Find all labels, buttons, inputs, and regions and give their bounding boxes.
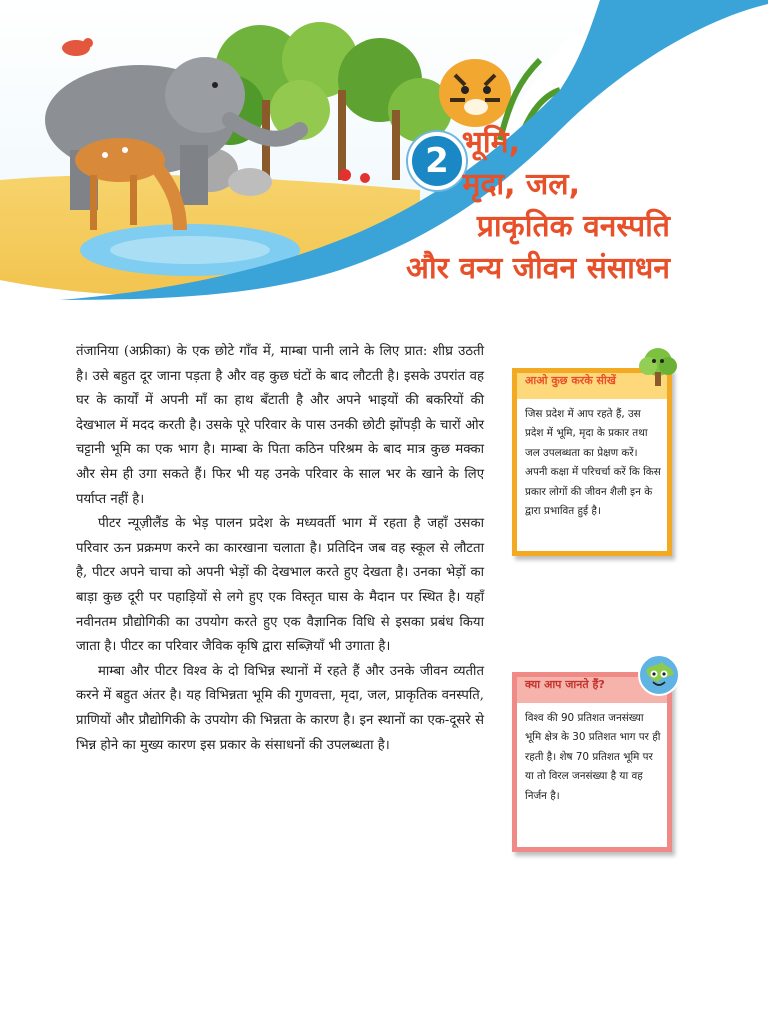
info-box-text: विश्व की 90 प्रतिशत जनसंख्या भूमि क्षेत्र के 30 प्रतिशत भाग पर ही रहती है। शेष 70 प्रतिशत भूमि पर या तो विरल जनसंख्या है या वह निर्जन है।	[525, 712, 661, 802]
info-box-heading: क्या आप जानते हैं?	[517, 677, 667, 703]
tree-icon	[636, 346, 680, 390]
info-box	[512, 672, 672, 852]
activity-box	[512, 368, 672, 556]
body-paragraph: माम्बा और पीटर विश्व के दो विभिन्न स्थानों में रहते हैं और उनके जीवन व्यतीत करने में बहुत अंतर है। यह विभिन्नता भूमि की गुणवत्ता, मृदा, जल, प्राकृतिक वनस्पति, प्राणियों और प्रौद्योगिकी के उपयोग की भिन्नता के कारण है। इन स्थानों का एक-दूसरे से भिन्न होने का मुख्य कारण इस प्रकार के संसाधनों की उपलब्धता है।	[76, 663, 484, 753]
chapter-title-line: मृदा, जल,	[462, 167, 580, 202]
activity-box-heading: आओ कुछ करके सीखें	[517, 373, 667, 399]
globe-mascot-icon	[636, 652, 682, 698]
activity-box-text: जिस प्रदेश में आप रहते हैं, उस प्रदेश में भूमि, मृदा के प्रकार तथा जल उपलब्धता का प्रेक्षण करें। अपनी कक्षा में परिचर्चा करें कि किस प्रकार लोगों की जीवन शैली इन के द्वारा प्रभावित हुई है।	[525, 408, 661, 518]
tiger	[439, 59, 511, 127]
chapter-title-line: भूमि,	[461, 125, 520, 160]
chapter-title-line: और वन्य जीवन संसाधन	[405, 251, 670, 286]
chapter-title-line: प्राकृतिक वनस्पति	[476, 209, 670, 244]
body-paragraph: पीटर न्यूज़ीलैंड के भेड़ पालन प्रदेश के मध्यवर्ती भाग में रहता है जहाँ उसका परिवार ऊन प्रक्रमण करने का कारखाना चलाता है। प्रतिदिन जब वह स्कूल से लौटता है, पीटर अपने चाचा को अपनी भेड़ों की देखभाल करते हुए देखता है। उनका भेड़ों का बाड़ा कुछ दूरी पर पहाड़ियों से लगे हुए एक विस्तृत घास के मैदान पर स्थित है। यहाँ नवीनतम प्रौद्योगिकी का उपयोग करते हुए एक वैज्ञानिक विधि से इसका प्रबंध किया जाता है। पीटर का परिवार जैविक कृषि द्वारा सब्ज़ियाँ भी उगाता है।	[76, 516, 484, 655]
main-text	[76, 340, 484, 758]
body-paragraph: तंजानिया (अफ्रीका) के एक छोटे गाँव में, माम्बा पानी लाने के लिए प्रात: शीघ्र उठती है। उसे बहुत दूर जाना पड़ता है और वह कुछ घंटों के बाद लौटती है। इसके उपरांत वह घर के कार्यों में अपनी माँ का हाथ बँटाती है और अपने भाइयों की बकरियों की देखभाल में मदद करती है। उसके पूरे परिवार के पास उनकी छोटी झोंपड़ी के चारों ओर चट्टानी भूमि का एक भाग है। माम्बा के पिता कठिन परिश्रम के बाद मात्र कुछ मक्का और सेम ही उगा सकते हैं। फिर भी यह उनके परिवार के साल भर के खाने के लिए पर्याप्त नहीं है।	[76, 344, 484, 507]
chapter-number: 2	[425, 141, 449, 181]
chapter-title	[310, 122, 670, 290]
